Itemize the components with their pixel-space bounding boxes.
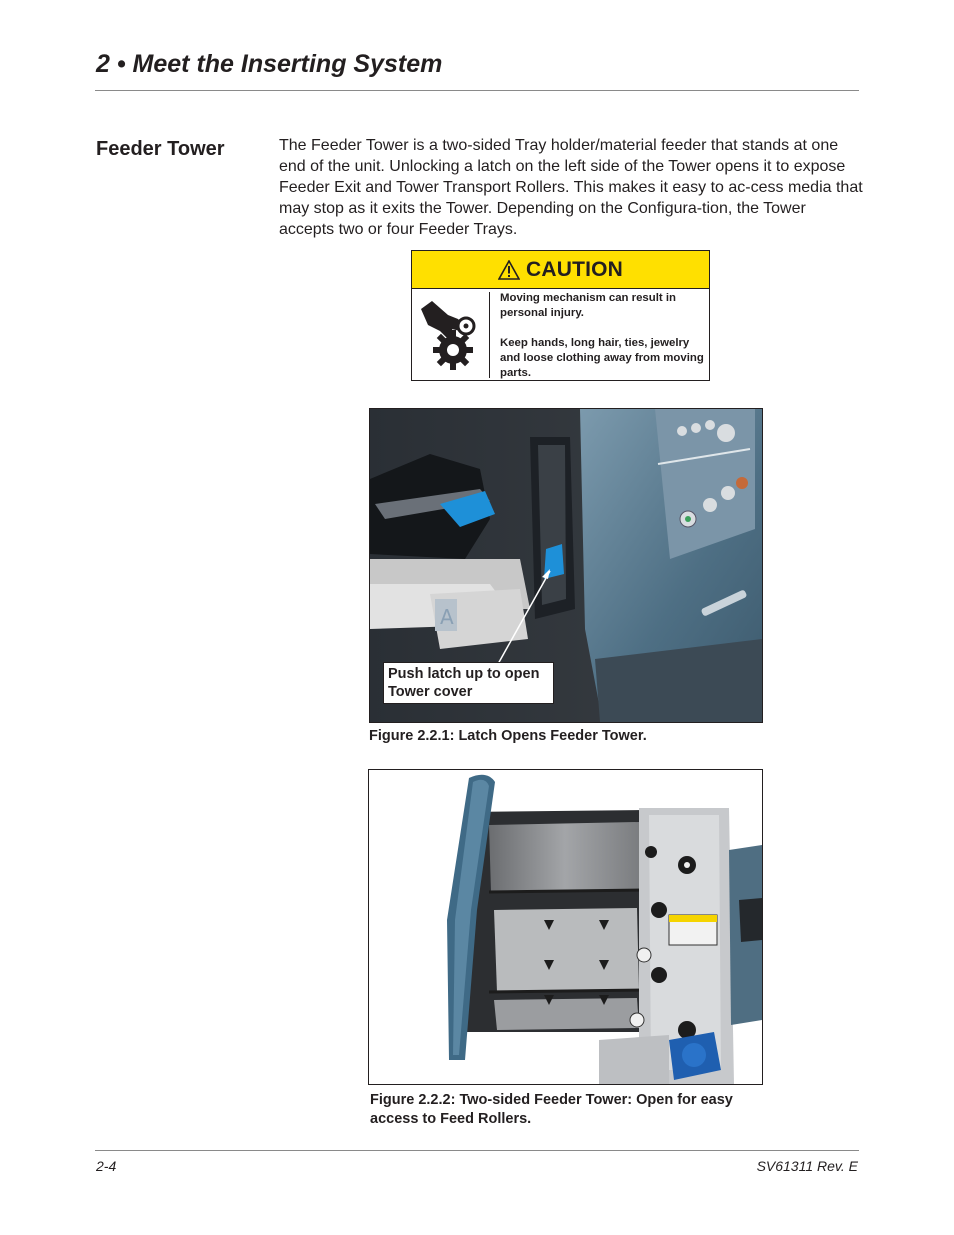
figure-1-caption: Figure 2.2.1: Latch Opens Feeder Tower. <box>369 728 647 744</box>
caution-message <box>500 291 705 381</box>
footer-rule <box>95 1150 859 1151</box>
caution-line-1: Moving mechanism can result in personal injury. <box>500 292 676 319</box>
latch-callout: Push latch up to open Tower cover <box>383 662 554 704</box>
caution-header <box>412 251 709 289</box>
hand-gear-hazard-icon <box>418 295 488 375</box>
chapter-title: 2 • Meet the Inserting System <box>96 50 443 78</box>
caution-divider <box>489 292 490 378</box>
page-number: 2-4 <box>96 1158 117 1174</box>
figure-2-photo <box>368 769 763 1085</box>
caution-line-2: Keep hands, long hair, ties, jewelry and loose clothing away from moving parts. <box>500 337 704 379</box>
caution-word: CAUTION <box>525 257 624 281</box>
header-rule <box>95 90 859 91</box>
figure-2-caption: Figure 2.2.2: Two-sided Feeder Tower: Open for easy access to Feed Rollers. <box>370 1092 733 1127</box>
svg-text:A: A <box>440 605 454 629</box>
document-id: SV61311 Rev. E <box>756 1158 858 1174</box>
warning-triangle-icon <box>498 260 520 280</box>
caution-label <box>411 250 710 381</box>
section-heading: Feeder Tower <box>96 138 225 160</box>
section-body-text: The Feeder Tower is a two-sided Tray holder/material feeder that stands at one end of the unit. Unlocking a latch on the left side of the Tower opens it to expose Feeder Exit and Tower Transport Rollers. This makes it easy to ac-cess media that may stop as it exits the Tower. Depending on the Configura-tion, the Tower accepts two or four Feeder Trays. <box>279 137 863 238</box>
